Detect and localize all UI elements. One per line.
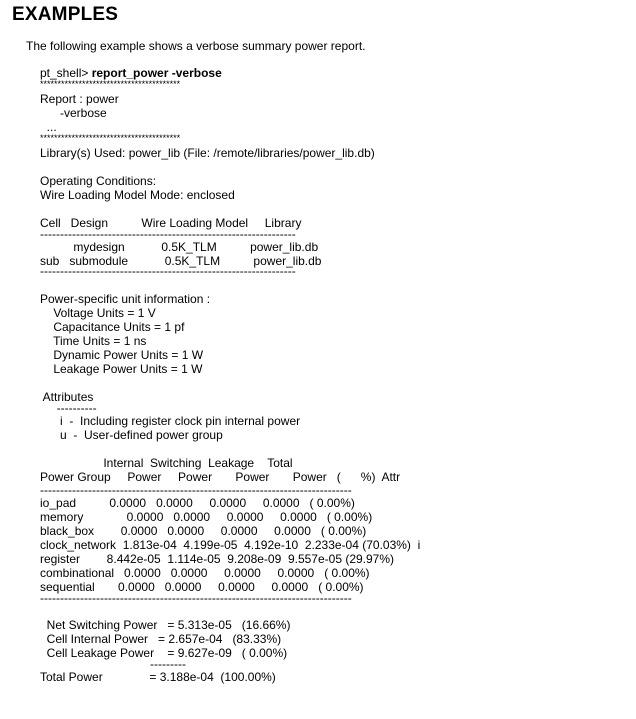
report-label: Report : power <box>40 92 119 106</box>
summary-line: Cell Internal Power = 2.657e-04 (83.33%) <box>40 632 282 646</box>
library-used: Library(s) Used: power_lib (File: /remote/libraries/power_lib.db) <box>40 146 375 160</box>
power-table-row: io_pad 0.0000 0.0000 0.0000 0.0000 ( 0.00%) <box>40 496 355 510</box>
power-table-divider-bottom: ------------------------------------------------------------------------------ <box>40 591 352 605</box>
stars-divider-top: **************************************** <box>40 79 181 89</box>
unit-line: Capacitance Units = 1 pf <box>40 320 185 334</box>
command-line <box>40 66 420 80</box>
units-title: Power-specific unit information : <box>40 292 211 306</box>
wire-loading-mode: Wire Loading Model Mode: enclosed <box>40 188 235 202</box>
summary-line: Cell Leakage Power = 9.627e-09 ( 0.00%) <box>40 646 288 660</box>
power-table-row: clock_network 1.813e-04 4.199e-05 4.192e-10 2.233e-04 (70.03%) i <box>40 538 421 552</box>
attributes-divider: ---------- <box>40 401 97 415</box>
design-table-row: sub submodule 0.5K_TLM power_lib.db <box>40 254 322 268</box>
unit-line: Time Units = 1 ns <box>40 334 147 348</box>
power-report <box>40 66 420 684</box>
power-table-row: combinational 0.0000 0.0000 0.0000 0.0000 ( 0.00%) <box>40 566 370 580</box>
power-table-row: memory 0.0000 0.0000 0.0000 0.0000 ( 0.00%) <box>40 510 373 524</box>
attribute-line: u - User-defined power group <box>40 428 223 442</box>
unit-line: Dynamic Power Units = 1 W <box>40 348 204 362</box>
attribute-line: i - Including register clock pin internal power <box>40 414 301 428</box>
summary-line: Net Switching Power = 5.313e-05 (16.66%) <box>40 618 291 632</box>
power-table-divider: ------------------------------------------------------------------------------ <box>40 483 352 497</box>
attributes-title: Attributes <box>40 390 94 404</box>
power-table-row: sequential 0.0000 0.0000 0.0000 0.0000 ( 0.00%) <box>40 580 364 594</box>
design-table-row: mydesign 0.5K_TLM power_lib.db <box>40 240 319 254</box>
power-table-row: register 8.442e-05 1.114e-05 9.208e-09 9.557e-05 (29.97%) <box>40 552 395 566</box>
shell-prompt: pt_shell> <box>40 66 92 80</box>
unit-line: Voltage Units = 1 V <box>40 306 156 320</box>
total-power: Total Power = 3.188e-04 (100.00%) <box>40 670 276 684</box>
design-table-divider-bottom: ---------------------------------------------------------------- <box>40 264 296 278</box>
command-text: report_power -verbose <box>91 66 222 80</box>
design-table-header: Cell Design Wire Loading Model Library <box>40 216 302 230</box>
report-option: -verbose <box>40 106 107 120</box>
stars-divider-bottom: **************************************** <box>40 133 181 143</box>
section-heading: EXAMPLES <box>12 4 119 25</box>
summary-divider: --------- <box>40 657 186 671</box>
power-table-row: black_box 0.0000 0.0000 0.0000 0.0000 ( 0.00%) <box>40 524 367 538</box>
ellipsis: ... <box>40 120 57 134</box>
power-table-header-2: Power Group Power Power Power Power ( %) Attr <box>40 470 401 484</box>
power-table-header-1: Internal Switching Leakage Total <box>40 456 293 470</box>
operating-conditions: Operating Conditions: <box>40 174 157 188</box>
intro-text: The following example shows a verbose summary power report. <box>26 39 366 53</box>
unit-line: Leakage Power Units = 1 W <box>40 362 203 376</box>
design-table-divider: ---------------------------------------------------------------- <box>40 227 296 241</box>
